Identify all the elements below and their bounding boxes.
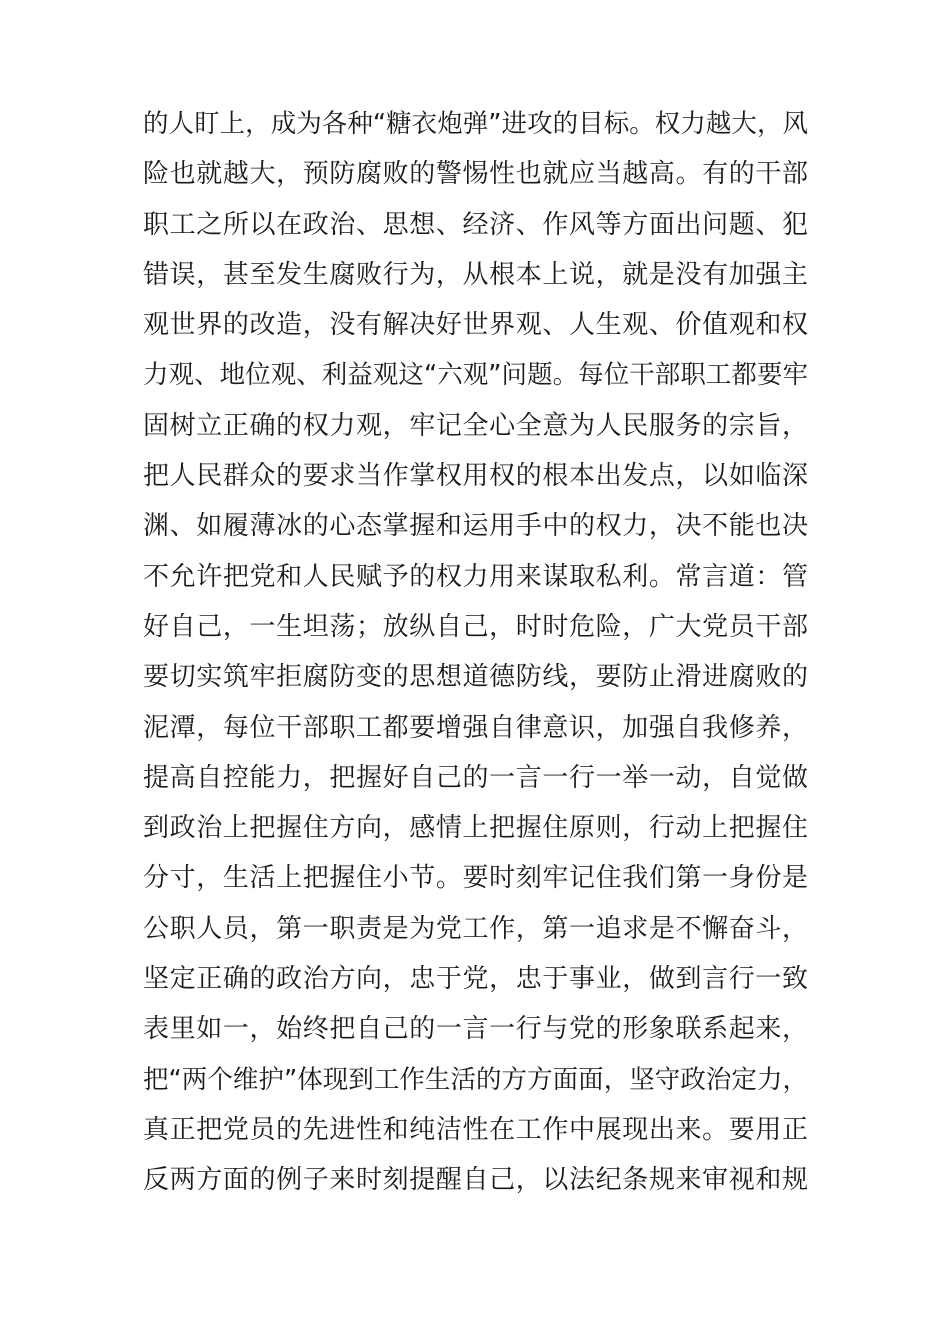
text-line: 的人盯上，成为各种“糖衣炮弹”进攻的目标。权力越大，风 bbox=[143, 109, 808, 139]
text-line: 观世界的改造，没有解决好世界观、人生观、价值观和权 bbox=[143, 310, 808, 341]
text-line: 要切实筑牢拒腐防变的思想道德防线，要防止滑进腐败的 bbox=[143, 662, 808, 693]
text-line: 真正把党员的先进性和纯洁性在工作中展现出来。要用正 bbox=[143, 1114, 808, 1145]
text-line: 错误，甚至发生腐败行为，从根本上说，就是没有加强主 bbox=[143, 259, 808, 290]
text-line: 力观、地位观、利益观这“六观”问题。每位干部职工都要牢 bbox=[143, 360, 808, 391]
text-line: 好自己，一生坦荡；放纵自己，时时危险，广大党员干部 bbox=[143, 611, 808, 642]
text-line: 坚定正确的政治方向，忠于党，忠于事业，做到言行一致 bbox=[143, 964, 808, 995]
text-line: 提高自控能力，把握好自己的一言一行一举一动，自觉做 bbox=[143, 762, 808, 793]
text-line: 职工之所以在政治、思想、经济、作风等方面出问题、犯 bbox=[143, 209, 808, 240]
text-line: 固树立正确的权力观，牢记全心全意为人民服务的宗旨， bbox=[143, 410, 808, 441]
text-line: 表里如一，始终把自己的一言一行与党的形象联系起来， bbox=[143, 1014, 808, 1045]
text-line: 险也就越大，预防腐败的警惕性也就应当越高。有的干部 bbox=[143, 159, 808, 190]
text-line: 公职人员，第一职责是为党工作，第一追求是不懈奋斗， bbox=[143, 913, 808, 944]
text-line: 分寸，生活上把握住小节。要时刻牢记住我们第一身份是 bbox=[143, 863, 808, 894]
text-line: 渊、如履薄冰的心态掌握和运用手中的权力，决不能也决 bbox=[143, 511, 808, 542]
text-line: 把“两个维护”体现到工作生活的方方面面，坚守政治定力， bbox=[143, 1064, 808, 1095]
text-line: 泥潭，每位干部职工都要增强自律意识，加强自我修养， bbox=[143, 712, 808, 743]
text-line: 反两方面的例子来时刻提醒自己，以法纪条规来审视和规 bbox=[143, 1165, 808, 1196]
text-line: 不允许把党和人民赋予的权力用来谋取私利。常言道：管 bbox=[143, 561, 808, 592]
text-line: 到政治上把握住方向，感情上把握住原则，行动上把握住 bbox=[143, 813, 808, 844]
text-line: 把人民群众的要求当作掌权用权的根本出发点，以如临深 bbox=[143, 461, 808, 492]
body-paragraph bbox=[143, 99, 808, 1206]
